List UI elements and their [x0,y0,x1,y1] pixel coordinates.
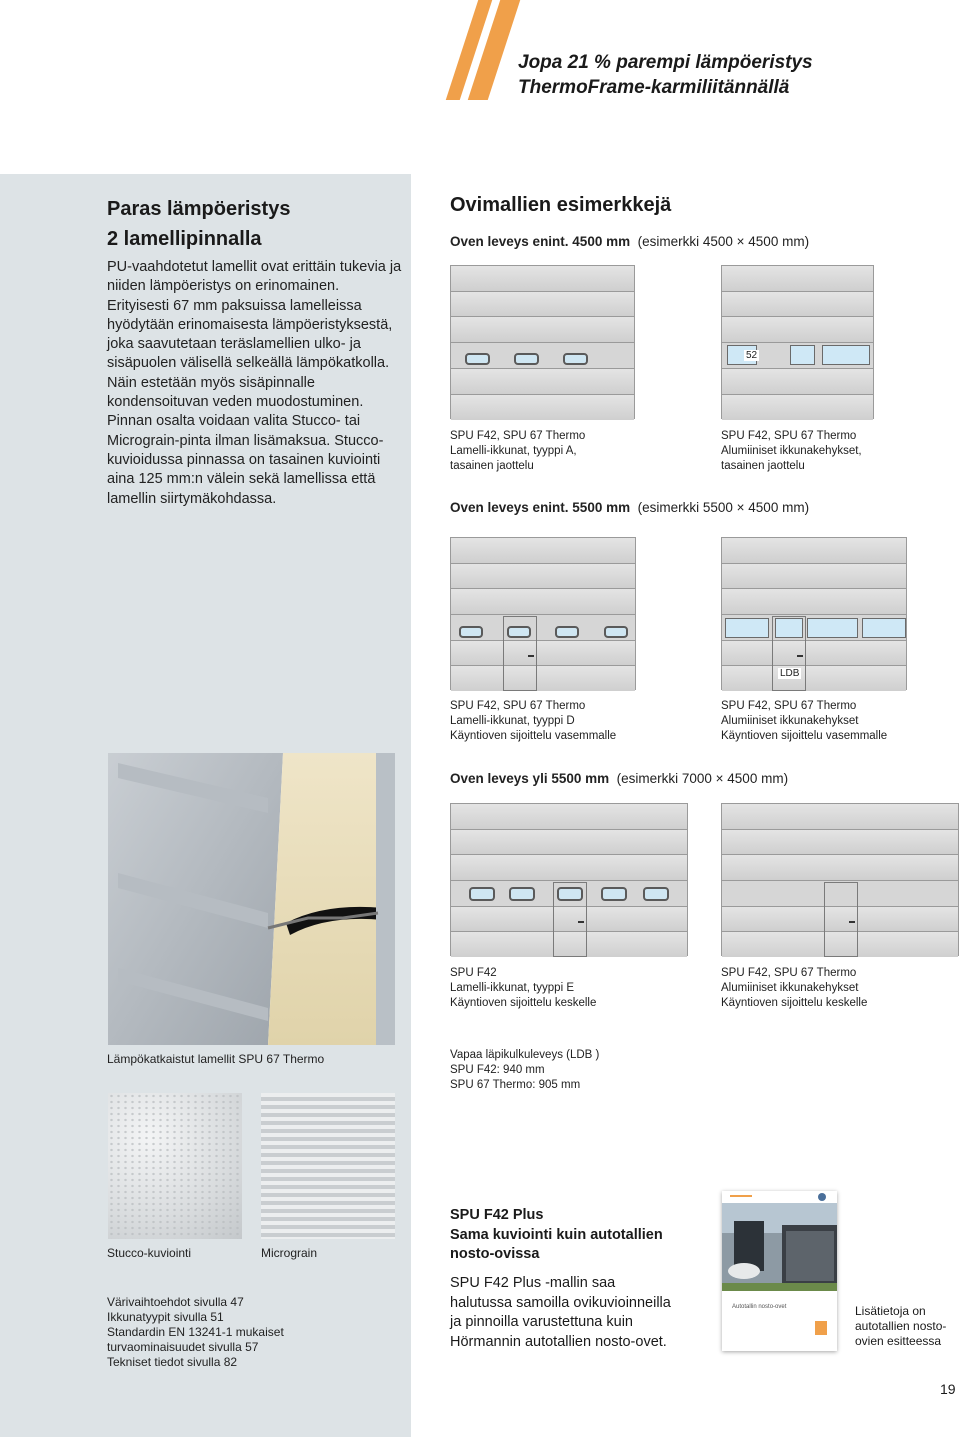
micrograin-swatch [261,1093,395,1239]
plus-body-line: ja pinnoilla varustettuna kuin [450,1314,633,1330]
caption-line: Käyntioven sijoittelu keskelle [450,997,597,1009]
caption-line: Käyntioven sijoittelu vasemmalle [721,730,888,742]
brochure-title: Autotallin nosto-ovet [732,1304,787,1310]
info-caption-line: autotallien nosto- [855,1319,947,1333]
window-pane [862,618,906,638]
stucco-caption: Stucco-kuviointi [107,1246,192,1260]
row1-label-rest: (esimerkki 4500 × 4500 mm) [637,234,810,249]
ldb-note-line: SPU 67 Thermo: 905 mm [450,1079,581,1091]
door-5500-lamelli [450,537,636,690]
caption-line: Lamelli-ikkunat, tyyppi A, [450,445,577,457]
window-slot [514,353,539,365]
header-title-line2: ThermoFrame-karmiliitännällä [518,77,790,98]
window-slot [601,887,627,901]
window-slot [459,626,483,638]
left-heading-line1: Paras lämpöeristys [107,198,291,220]
caption-line: SPU F42, SPU 67 Thermo [721,430,857,442]
window-slot [509,887,535,901]
brochure-thumbnail[interactable] [722,1191,837,1351]
left-body-text: PU-vaahdotetut lamellit ovat erittäin tukevia ja niiden lämpöeristys on erinomainen. Erityisesti 67 mm paksuissa lamelleissa hyödytään erinomaisesta lämpöeristyksestä, joka saavutetaan teräslamellien ulko- ja sisäpuolen välisellä selkeällä lämpökatkolla. Näin estetään myös sisäpinnalle kondensoituvan veden muodostuminen. Pinnan osalta voidaan valita Stucco- tai Micrograin-pinta ilman lisämaksua. Stucco-kuvioidussa pinnassa on tasainen kuviointi aina 125 mm:n välein sekä lamellissa että lamellin siirtymäkohdassa. [107,259,402,507]
door-handle [797,655,803,657]
reference-item: turvaominaisuudet sivulla 57 [107,1340,259,1354]
caption-5500-lamelli [450,699,616,744]
page-header-title [518,50,813,100]
caption-line: SPU F42, SPU 67 Thermo [450,430,586,442]
caption-5500-alu [721,699,887,744]
wicket-door [824,882,858,957]
window-slot [643,887,669,901]
door-7000-lamelli [450,803,688,956]
photo-caption: Lämpökatkaistut lamellit SPU 67 Thermo [107,1052,325,1066]
reference-item: Ikkunatyypit sivulla 51 [107,1310,224,1324]
caption-line: tasainen jaottelu [721,460,805,472]
caption-line: tasainen jaottelu [450,460,534,472]
window-slot [557,887,583,901]
examples-heading: Ovimallien esimerkkejä [450,194,672,216]
caption-line: Alumiiniset ikkunakehykset [721,982,859,994]
window-pane [775,618,803,638]
window-slot [465,353,490,365]
row2-label-rest: (esimerkki 5500 × 4500 mm) [637,500,810,515]
dimension-label: 52 [746,350,758,361]
window-slot [555,626,579,638]
reference-item: Tekniset tiedot sivulla 82 [107,1355,238,1369]
plus-body [450,1274,700,1352]
caption-line: Käyntioven sijoittelu keskelle [721,997,868,1009]
row1-label-bold: Oven leveys enint. 4500 mm [450,234,631,249]
window-pane [822,345,870,365]
caption-line: Käyntioven sijoittelu vasemmalle [450,730,617,742]
plus-body-line: SPU F42 Plus -mallin saa [450,1275,616,1291]
micrograin-caption: Micrograin [261,1246,318,1260]
caption-line: Lamelli-ikkunat, tyyppi E [450,982,574,994]
row2-label [450,500,809,515]
plus-heading [450,1206,663,1265]
door-handle [849,921,855,923]
caption-4500-lamelli [450,429,585,474]
caption-7000-alu [721,966,867,1011]
door-4500-lamelli [450,265,635,419]
plus-body-line: Hörmannin autotallien nosto-ovet. [450,1333,667,1350]
ldb-note-line: SPU F42: 940 mm [450,1064,545,1076]
page-number: 19 [940,1381,956,1397]
window-pane [725,618,769,638]
window-pane [790,345,815,365]
door-4500-alu [721,265,874,419]
references-list [107,1295,284,1370]
info-caption-line: Lisätietoja on [855,1304,926,1318]
panel-section-photo [108,753,395,1045]
left-heading [107,194,407,254]
caption-7000-lamelli [450,966,596,1011]
caption-4500-alu [721,429,862,474]
brochure-info-caption [855,1304,955,1349]
info-caption-line: ovien esitteessa [855,1334,942,1348]
reference-item: Värivaihtoehdot sivulla 47 [107,1295,244,1309]
left-heading-line2: 2 lamellipinnalla [107,228,262,250]
row3-label-bold: Oven leveys yli 5500 mm [450,771,610,786]
stucco-swatch [108,1093,242,1239]
window-slot [469,887,495,901]
caption-line: Lamelli-ikkunat, tyyppi D [450,715,575,727]
caption-line: SPU F42 [450,967,497,979]
window-slot [563,353,588,365]
row2-label-bold: Oven leveys enint. 5500 mm [450,500,631,515]
plus-heading-line: nosto-ovissa [450,1246,540,1262]
caption-line: Alumiiniset ikkunakehykset, [721,445,862,457]
caption-line: SPU F42, SPU 67 Thermo [721,967,857,979]
plus-body-line: halutussa samoilla ovikuvioinneilla [450,1294,671,1311]
plus-heading-line: SPU F42 Plus [450,1207,544,1223]
caption-line: Alumiiniset ikkunakehykset [721,715,859,727]
header-title-line1: Jopa 21 % parempi lämpöeristys [518,52,813,73]
row3-label [450,771,788,786]
window-slot [507,626,531,638]
caption-line: SPU F42, SPU 67 Thermo [721,700,857,712]
door-handle [578,921,584,923]
ldb-note-line: Vapaa läpikulkuleveys (LDB ) [450,1049,600,1061]
door-handle [528,655,534,657]
reference-item: Standardin EN 13241-1 mukaiset [107,1325,284,1339]
caption-line: SPU F42, SPU 67 Thermo [450,700,586,712]
door-7000-alu [721,803,959,956]
plus-heading-line: Sama kuviointi kuin autotallien [450,1226,663,1243]
window-pane [807,618,858,638]
row3-label-rest: (esimerkki 7000 × 4500 mm) [616,771,789,786]
window-slot [604,626,628,638]
door-5500-alu [721,537,907,690]
ldb-note [450,1048,599,1093]
row1-label [450,234,809,249]
hormann-logo-icon [815,1321,827,1335]
ldb-label: LDB [780,668,800,679]
